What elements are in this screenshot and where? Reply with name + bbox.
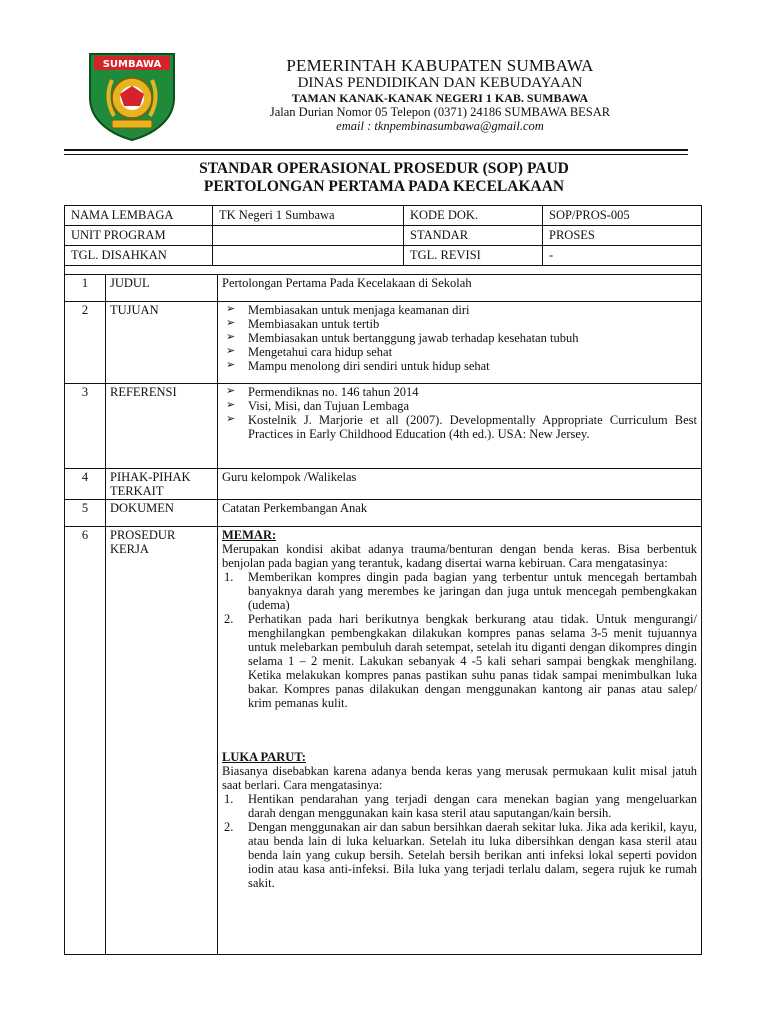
letterhead-rule-thick [64,149,688,151]
list-item [222,792,697,820]
sop-row-pihak [65,469,702,500]
document-title [64,160,704,196]
meta-value [213,246,404,266]
list-item: ➢ Mengetahui cara hidup sehat [222,345,697,359]
meta-row [65,226,702,246]
school-address: Jalan Durian Nomor 05 Telepon (0371) 24186 SUMBAWA BESAR [269,105,611,120]
row-label: TUJUAN [106,302,218,384]
step-text: Hentikan pendarahan yang terjadi dengan cara menekan bagian yang mengeluarkan darah dengan menggunakan kain kasa steril atau saputangan/kain bersih. [248,792,697,820]
sop-row-judul [65,275,702,302]
list-item [222,612,697,710]
luka-steps [222,792,697,890]
logo-banner-text: SUMBAWA [102,59,162,70]
step-number: 1. [224,792,234,806]
list-item: ➢ Membiasakan untuk tertib [222,317,697,331]
list-item: ➢ Membiasakan untuk bertanggung jawab terhadap kesehatan tubuh [222,331,697,345]
sop-row-prosedur [65,527,702,955]
row-content [218,527,702,955]
row-number: 2 [65,302,106,384]
sop-row-dokumen [65,500,702,527]
government-name: PEMERINTAH KABUPATEN SUMBAWA [286,56,594,75]
referensi-list [222,385,697,441]
sop-row-referensi [65,384,702,469]
luka-intro: Biasanya disebabkan karena adanya benda keras yang merusak permukaan kulit misal jatuh saat berlari. Cara mengatasinya: [222,764,697,792]
meta-value: - [543,246,702,266]
row-content [218,302,702,384]
meta-row [65,246,702,266]
regency-emblem-logo [84,50,180,142]
tujuan-list [222,303,697,373]
meta-label: NAMA LEMBAGA [65,206,213,226]
meta-value: TK Negeri 1 Sumbawa [213,206,404,226]
list-item: ➢ Membiasakan untuk menjaga keamanan diri [222,303,697,317]
meta-row [65,206,702,226]
meta-label: TGL. DISAHKAN [65,246,213,266]
sop-row-tujuan [65,302,702,384]
row-label: JUDUL [106,275,218,302]
list-item: ➢ Visi, Misi, dan Tujuan Lembaga [222,399,697,413]
meta-label: KODE DOK. [404,206,543,226]
memar-intro: Merupakan kondisi akibat adanya trauma/benturan dengan benda keras. Bisa berbentuk benjolan pada bagian yang terantuk, kadang disertai warna kebiruan. Cara mengatasinya: [222,542,697,570]
list-item: ➢ Kostelnik J. Marjorie et all (2007). Developmentally Appropriate Curriculum Best Practices in Early Childhood Education (4th ed.). USA: New Jersey. [222,413,697,441]
row-number: 1 [65,275,106,302]
step-number: 2. [224,612,234,626]
meta-value: PROSES [543,226,702,246]
title-line-2: PERTOLONGAN PERTAMA PADA KECELAKAAN [203,177,565,195]
meta-label: STANDAR [404,226,543,246]
document-meta-table [64,205,702,266]
list-item [222,570,697,612]
section-spacer [222,710,697,750]
row-label: PIHAK-PIHAK TERKAIT [106,469,218,500]
row-number: 3 [65,384,106,469]
letterhead [200,56,680,133]
list-item: ➢ Mampu menolong diri sendiri untuk hidup sehat [222,359,697,373]
row-content: Catatan Perkembangan Anak [218,500,702,527]
step-text: Dengan menggunakan air dan sabun bersihkan daerah sekitar luka. Jika ada kerikil, kayu, atau benda lain di luka keluarkan. Setelah itu luka dibersihkan dengan kasa steril atau benda lain yang cukup bersih. Setelah bersih berikan anti infeksi lokal seperti povidon iodin atau kasa anti-infeksi. Bila luka yang terjadi terlalu dalam, segera rujuk ke rumah sakit. [248,820,697,890]
meta-label: UNIT PROGRAM [65,226,213,246]
meta-label: TGL. REVISI [404,246,543,266]
step-number: 2. [224,820,234,834]
memar-steps [222,570,697,710]
row-number: 6 [65,527,106,955]
sop-table [64,274,702,955]
step-text: Memberikan kompres dingin pada bagian yang terbentur untuk mencegah bertambah banyaknya darah yang merembes ke jaringan dan juga untuk mencegah pembengkakan (udema) [248,570,697,612]
row-number: 4 [65,469,106,500]
school-email: email : tknpembinasumbawa@gmail.com [336,119,544,134]
letterhead-rule-thin [64,154,688,155]
row-label: DOKUMEN [106,500,218,527]
meta-value [213,226,404,246]
table-spacer [64,266,702,274]
row-number: 5 [65,500,106,527]
list-item [222,820,697,890]
row-content: Pertolongan Pertama Pada Kecelakaan di Sekolah [218,275,702,302]
department-name: DINAS PENDIDIKAN DAN KEBUDAYAAN [297,75,583,92]
row-label: REFERENSI [106,384,218,469]
row-content: Guru kelompok /Walikelas [218,469,702,500]
list-item: ➢ Permendiknas no. 146 tahun 2014 [222,385,697,399]
meta-value: SOP/PROS-005 [543,206,702,226]
memar-heading: MEMAR: [222,528,277,542]
row-label: PROSEDUR KERJA [106,527,218,955]
title-line-1: STANDAR OPERASIONAL PROSEDUR (SOP) PAUD [199,160,569,177]
step-text: Perhatikan pada hari berikutnya bengkak berkurang atau tidak. Untuk mengurangi/ menghilangkan pembengkakan dilakukan kompres panas selama 3-5 menit tujuannya untuk melebarkan pembuluh darah setempat, setelah itu diganti dengan dikompres dingin selama 1 – 2 menit. Lakukan sebanyak 4 -5 kali sehari sampai bengkak menghilang. Ketika melakukan kompres panas pastikan suhu panas tidak sampai menimbulkan luka bakar. Kompres panas dilakukan dengan menggunakan kantong air panas atau salep/ krim pemanas kulit. [248,612,697,710]
step-number: 1. [224,570,234,584]
row-content [218,384,702,469]
school-name: TAMAN KANAK-KANAK NEGERI 1 KAB. SUMBAWA [291,90,589,105]
luka-heading: LUKA PARUT: [222,750,306,764]
